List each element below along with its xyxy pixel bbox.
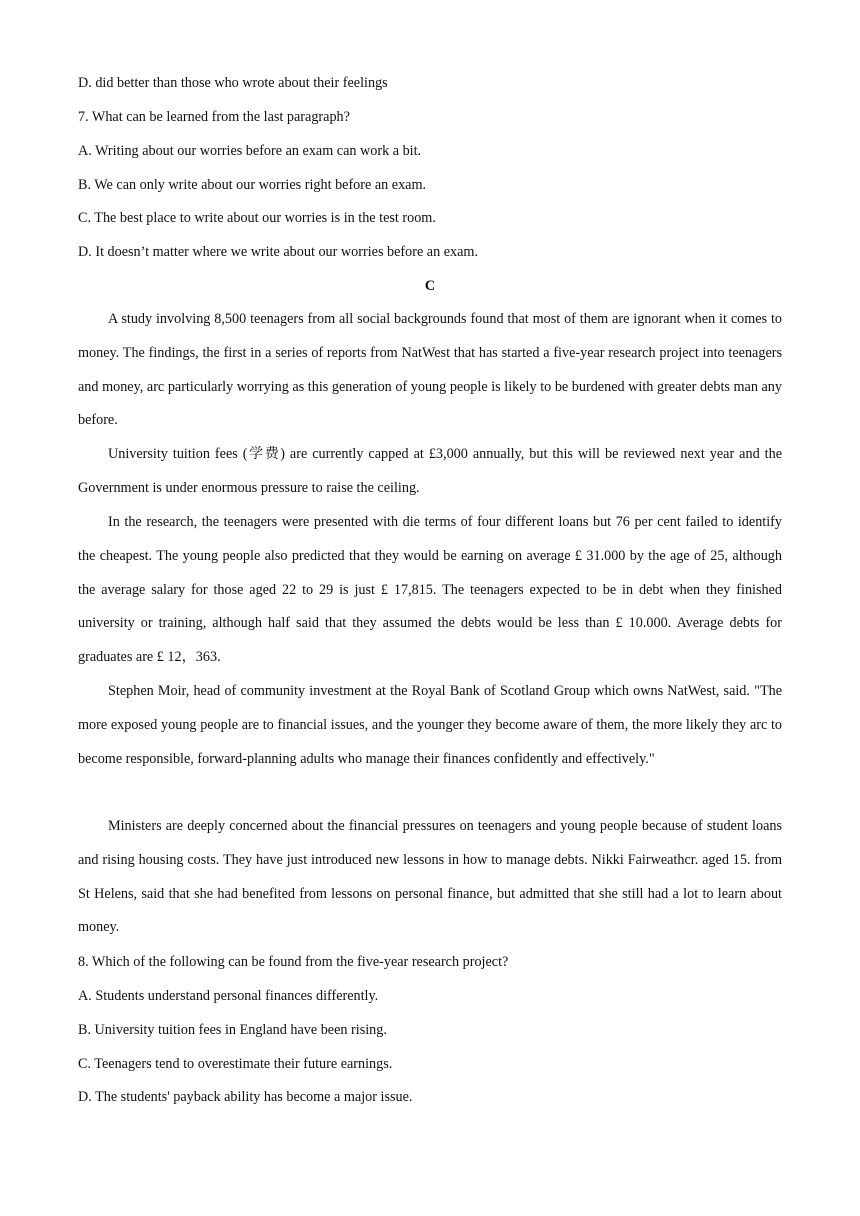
paragraph-2: University tuition fees (学费) are currently capped at £3,000 annually, but this will be reviewed next year and the Government is under enormous pressure to raise the ceiling. bbox=[78, 446, 782, 496]
section-heading: C bbox=[424, 278, 436, 294]
option-a-q8: A. Students understand personal finances differently. bbox=[78, 988, 379, 1004]
paragraph-4: Stephen Moir, head of community investment at the Royal Bank of Scotland Group which owns NatWest, said. "The more exposed young people are to financial issues, and the younger they become aware of them, the more likely they arc to become responsible, forward-planning adults who manage their finances confidently and effectively." bbox=[78, 683, 782, 767]
option-d-q6: D. did better than those who wrote about their feelings bbox=[78, 75, 388, 91]
option-b-q8: B. University tuition fees in England have been rising. bbox=[78, 1022, 387, 1038]
option-a-q7: A. Writing about our worries before an exam can work a bit. bbox=[78, 143, 422, 159]
option-d-q7: D. It doesn’t matter where we write about our worries before an exam. bbox=[78, 244, 478, 260]
option-b-q7: B. We can only write about our worries right before an exam. bbox=[78, 177, 427, 193]
question-8: 8. Which of the following can be found from the five-year research project? bbox=[78, 954, 509, 970]
option-c-q7: C. The best place to write about our worries is in the test room. bbox=[78, 210, 436, 226]
paragraph-5: Ministers are deeply concerned about the financial pressures on teenagers and young people because of student loans and rising housing costs. They have just introduced new lessons in how to manage debts. Nikki Fairweathcr. aged 15. from St Helens, said that she had benefited from lessons on personal finance, but admitted that she still had a lot to learn about money. bbox=[78, 818, 782, 936]
paragraph-3: In the research, the teenagers were presented with die terms of four different loans but 76 per cent failed to identify the cheapest. The young people also predicted that they would be earning on average £ 31.000 by the age of 25, although the average salary for those aged 22 to 29 is just £ 17,815. The teenagers expected to be in debt when they finished university or training, although half said that they assumed the debts would be less than £ 10.000. Average debts for graduates are £ 12，363. bbox=[78, 514, 782, 666]
paragraph-1: A study involving 8,500 teenagers from all social backgrounds found that most of them are ignorant when it comes to money. The findings, the first in a series of reports from NatWest that has started a five-year research project into teenagers and money, arc particularly worrying as this generation of young people is likely to be burdened with greater debts man any before. bbox=[78, 311, 782, 429]
question-7: 7. What can be learned from the last paragraph? bbox=[78, 109, 350, 125]
option-c-q8: C. Teenagers tend to overestimate their future earnings. bbox=[78, 1056, 393, 1072]
option-d-q8: D. The students' payback ability has become a major issue. bbox=[78, 1089, 413, 1105]
